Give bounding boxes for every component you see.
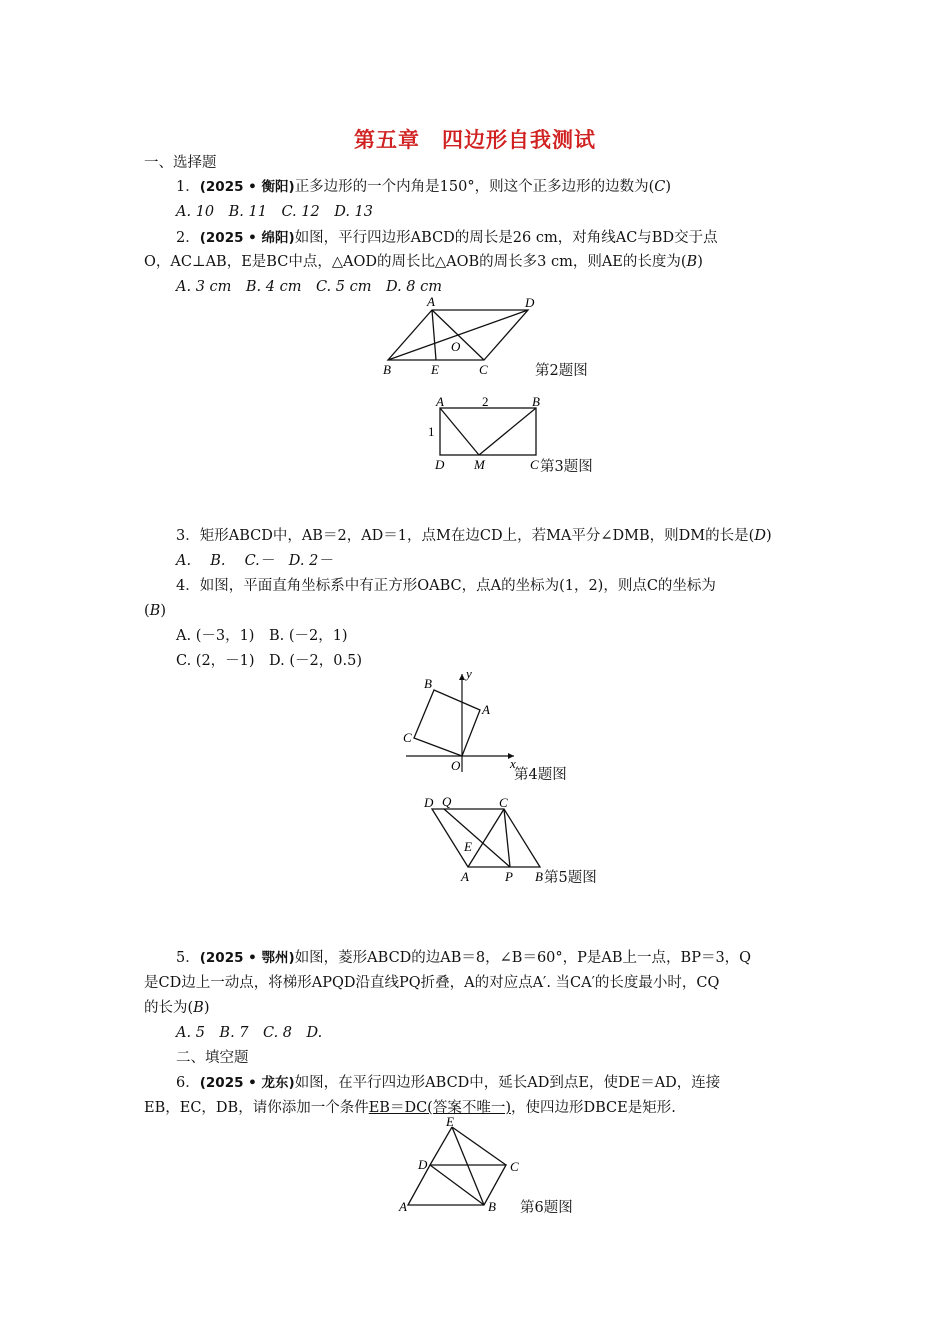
question-4-options-1: A. (－3，1) B. (－2，1): [176, 628, 348, 644]
question-5: 5．(2025 • 鄂州)如图，菱形ABCD的边AB＝8，∠B＝60°，P是AB上一点，BP＝3，Q: [176, 950, 752, 966]
caption-q5: 第5题图: [544, 870, 597, 886]
label-A: A: [436, 394, 444, 409]
label-A: A: [399, 1199, 407, 1214]
section-fill: 二、填空题: [176, 1050, 249, 1066]
question-6-line2: EB，EC，DB，请你添加一个条件EB＝DC(答案不唯一)，使四边形DBCE是矩形.: [144, 1100, 676, 1116]
label-Q: Q: [442, 794, 452, 809]
question-2: 2．(2025 • 绵阳)如图，平行四边形ABCD的周长是26 cm，对角线AC与BD交于点: [176, 230, 718, 246]
label-B: B: [535, 869, 543, 884]
question-4: 4．如图，平面直角坐标系中有正方形OABC，点A的坐标为(1，2)，则点C的坐标为: [176, 578, 716, 594]
label-B: B: [383, 362, 391, 377]
figure-q6: [392, 1115, 517, 1215]
label-E: E: [446, 1114, 454, 1129]
label-P: P: [505, 869, 513, 884]
label-D: D: [418, 1157, 428, 1172]
figure-q4: [398, 668, 523, 778]
question-6: 6．(2025 • 龙东)如图，在平行四边形ABCD中，延长AD到点E，使DE＝AD，连接: [176, 1075, 721, 1091]
figure-q3: [424, 392, 544, 474]
question-4-answer: (B): [144, 603, 166, 619]
label-M: M: [474, 457, 485, 472]
label-D: D: [435, 457, 445, 472]
label-B: B: [424, 676, 432, 691]
label-O: O: [451, 758, 461, 773]
figure-q2: [378, 294, 548, 378]
label-y: y: [466, 666, 472, 681]
label-C: C: [510, 1159, 519, 1174]
label-C: C: [499, 795, 508, 810]
question-1: 1．(2025 • 衡阳)正多边形的一个内角是150°，则这个正多边形的边数为(C): [176, 179, 672, 195]
label-E: E: [464, 839, 472, 854]
label-E: E: [431, 362, 439, 377]
label-A: A: [427, 294, 435, 309]
label-C: C: [479, 362, 488, 377]
question-2-line2: O，AC⊥AB，E是BC中点，△AOD的周长比△AOB的周长多3 cm，则AE的长度为(B): [144, 254, 703, 270]
label-x: x: [510, 756, 516, 771]
answer-blank: EB＝DC(答案不唯一): [368, 1100, 511, 1116]
label-O: O: [451, 339, 461, 354]
question-3: 3．矩形ABCD中，AB＝2，AD＝1，点M在边CD上，若MA平分∠DMB，则DM的长是(D): [176, 528, 772, 544]
caption-q2: 第2题图: [535, 363, 588, 379]
label-1: 1: [428, 424, 435, 439]
question-5-line3: 的长为(B): [144, 1000, 210, 1016]
question-5-line2: 是CD边上一动点，将梯形APQD沿直线PQ折叠，A的对应点A′. 当CA′的长度最小时，CQ: [144, 975, 720, 991]
label-B: B: [532, 394, 540, 409]
question-2-options: A. 3 cm B. 4 cm C. 5 cm D. 8 cm: [176, 279, 443, 295]
label-2: 2: [482, 394, 489, 409]
label-B: B: [488, 1199, 496, 1214]
caption-q6: 第6题图: [520, 1200, 573, 1216]
label-A: A: [461, 869, 469, 884]
label-C: C: [530, 457, 539, 472]
page-title: 第五章 四边形自我测试: [354, 128, 596, 152]
label-D: D: [424, 795, 434, 810]
question-5-options: A. 5 B. 7 C. 8 D.: [176, 1025, 323, 1041]
caption-q4: 第4题图: [514, 767, 567, 783]
figure-q5: [420, 795, 545, 887]
label-C: C: [403, 730, 412, 745]
section-choice: 一、选择题: [144, 155, 217, 171]
caption-q3: 第3题图: [540, 459, 593, 475]
question-4-options-2: C. (2，－1) D. (－2，0.5): [176, 653, 362, 669]
question-3-options: A. B. C.－ D. 2－: [176, 553, 333, 569]
label-A: A: [482, 702, 490, 717]
label-D: D: [525, 295, 535, 310]
question-1-options: A. 10 B. 11 C. 12 D. 13: [176, 204, 373, 220]
